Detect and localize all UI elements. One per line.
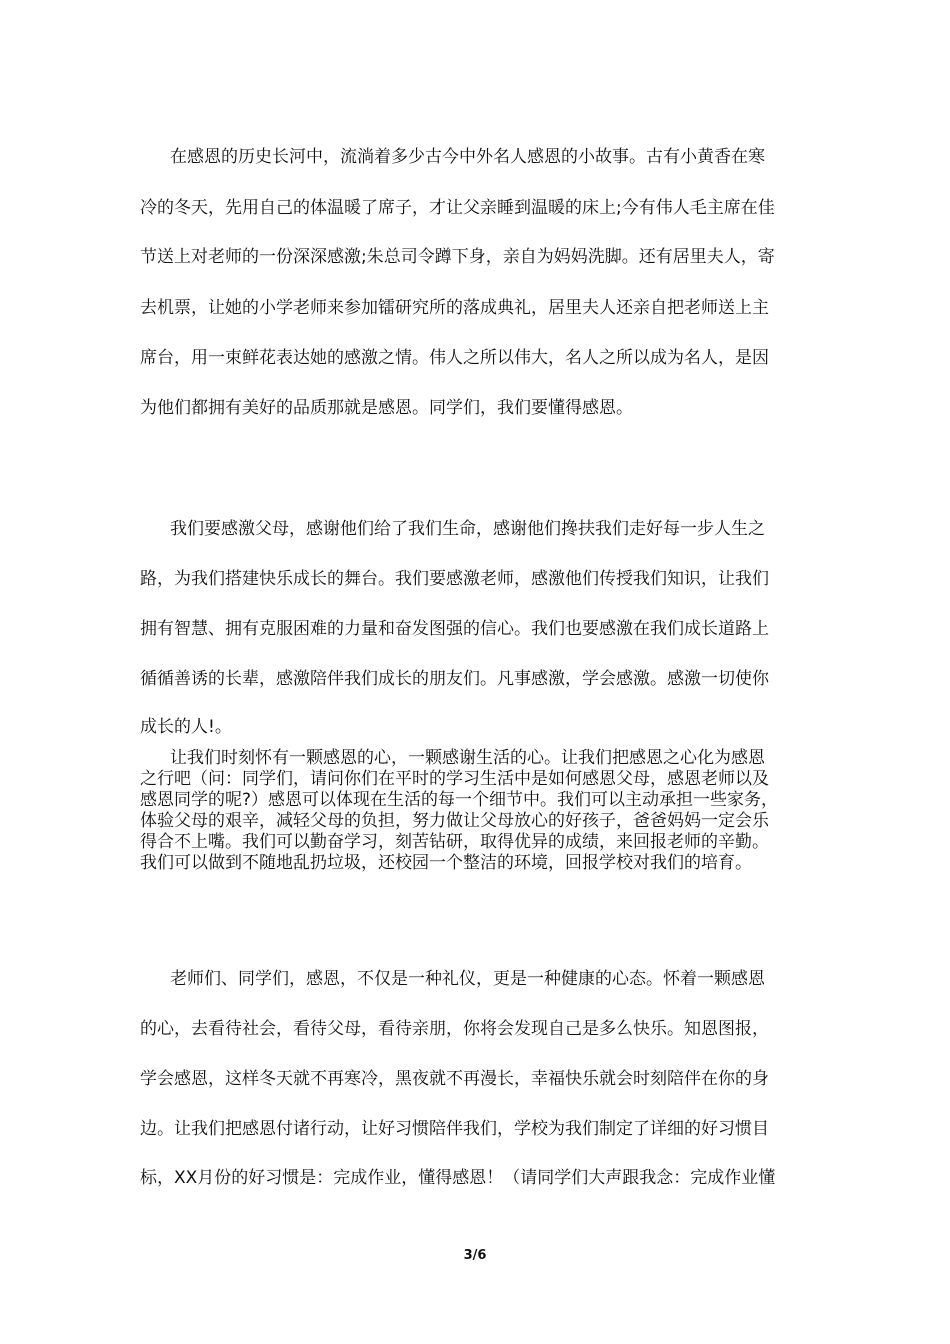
paragraph-1-line-3: 节送上对老师的一份深深感激;朱总司令蹲下身，亲自为妈妈洗脚。还有居里夫人，寄 — [140, 247, 775, 267]
paragraph-2-line-5: 成长的人!。 — [140, 717, 232, 737]
paragraph-2-line-4: 循循善诱的长辈，感激陪伴我们成长的朋友们。凡事感激，学会感激。感激一切使你 — [140, 669, 769, 689]
paragraph-3-line-2: 之行吧（问：同学们，请问你们在平时的学习生活中是如何感恩父母，感恩老师以及 — [140, 769, 769, 789]
paragraph-1-line-1: 在感恩的历史长河中，流淌着多少古今中外名人感恩的小故事。古有小黄香在寒 — [170, 147, 765, 167]
paragraph-4-line-5: 标，XX月份的好习惯是：完成作业，懂得感恩！（请同学们大声跟我念：完成作业懂 — [140, 1168, 776, 1188]
paragraph-1-line-2: 冷的冬天，先用自己的体温暖了席子，才让父亲睡到温暖的床上;今有伟人毛主席在佳 — [140, 198, 775, 218]
paragraph-3-line-3: 感恩同学的呢?）感恩可以体现在生活的每一个细节中。我们可以主动承担一些家务， — [140, 790, 779, 810]
paragraph-1-line-5: 席台，用一束鲜花表达她的感激之情。伟人之所以伟大，名人之所以成为名人，是因 — [140, 348, 769, 368]
paragraph-3-line-1: 让我们时刻怀有一颗感恩的心，一颗感谢生活的心。让我们把感恩之心化为感恩 — [170, 748, 765, 768]
paragraph-2-line-1: 我们要感激父母，感谢他们给了我们生命，感谢他们搀扶我们走好每一步人生之 — [170, 519, 765, 539]
paragraph-3-line-4: 体验父母的艰辛，减轻父母的负担，努力做让父母放心的好孩子，爸爸妈妈一定会乐 — [140, 811, 769, 831]
page-number: 3/6 — [463, 1248, 487, 1263]
paragraph-4-line-4: 边。让我们把感恩付诸行动，让好习惯陪伴我们，学校为我们制定了详细的好习惯目 — [140, 1119, 769, 1139]
paragraph-3-line-6: 我们可以做到不随地乱扔垃圾，还校园一个整洁的环境，回报学校对我们的培育。 — [140, 853, 752, 873]
paragraph-3-line-5: 得合不上嘴。我们可以勤奋学习，刻苦钻研，取得优异的成绩，来回报老师的辛勤。 — [140, 832, 769, 852]
paragraph-1-line-6: 为他们都拥有美好的品质那就是感恩。同学们，我们要懂得感恩。 — [140, 398, 633, 418]
paragraph-2-line-3: 拥有智慧、拥有克服困难的力量和奋发图强的信心。我们也要感激在我们成长道路上 — [140, 619, 769, 639]
paragraph-4-line-3: 学会感恩，这样冬天就不再寒冷，黑夜就不再漫长，幸福快乐就会时刻陪伴在你的身 — [140, 1069, 769, 1089]
paragraph-1-line-4: 去机票，让她的小学老师来参加镭研究所的落成典礼，居里夫人还亲自把老师送上主 — [140, 298, 769, 318]
paragraph-2-line-2: 路，为我们搭建快乐成长的舞台。我们要感激老师，感激他们传授我们知识，让我们 — [140, 569, 769, 589]
paragraph-4-line-1: 老师们、同学们，感恩，不仅是一种礼仪，更是一种健康的心态。怀着一颗感恩 — [170, 969, 765, 989]
paragraph-4-line-2: 的心，去看待社会，看待父母，看待亲朋，你将会发现自己是多么快乐。知恩图报， — [140, 1019, 769, 1039]
